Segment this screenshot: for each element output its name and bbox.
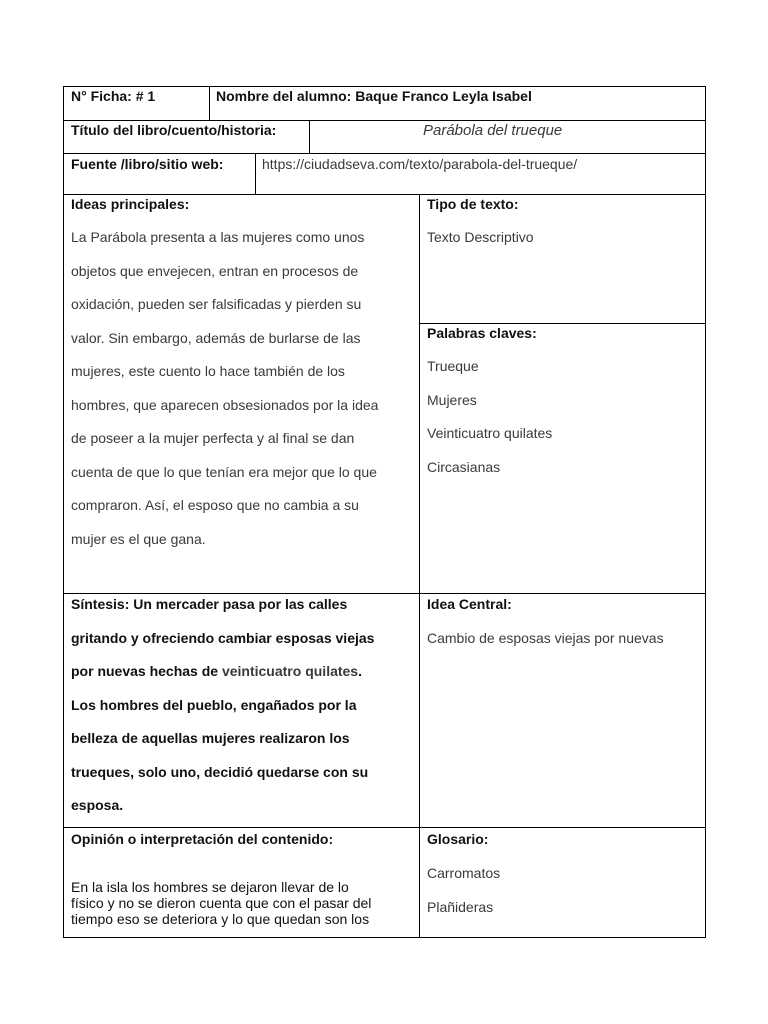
row-divider <box>63 593 706 594</box>
glossary-label: Glosario: <box>427 831 489 847</box>
col-divider <box>255 153 256 195</box>
table-border-left <box>63 86 64 938</box>
ideas-line: mujeres, este cuento lo hace también de los <box>71 363 345 379</box>
ideas-line: compraron. Así, el esposo que no cambia a su <box>71 497 359 513</box>
opinion-line: En la isla los hombres se dejaron llevar de lo <box>71 879 349 895</box>
synthesis-line: Síntesis: Un mercader pasa por las calles <box>71 596 348 612</box>
opinion-line: tiempo eso se deteriora y lo que quedan son los <box>71 911 370 927</box>
row-divider <box>63 194 706 195</box>
opinion-line: físico y no se dieron cuenta que con el pasar del <box>71 895 372 911</box>
source-url: https://ciudadseva.com/texto/parabola-del-trueque/ <box>262 156 578 172</box>
keywords-label: Palabras claves: <box>427 325 537 341</box>
synthesis-paragraph <box>71 596 374 831</box>
keyword-item: Mujeres <box>427 391 477 408</box>
ideas-paragraph <box>71 229 378 564</box>
ideas-line: objetos que envejecen, entran en procesos de <box>71 262 359 279</box>
synthesis-text: . <box>358 663 362 679</box>
title-label: Título del libro/cuento/historia: <box>71 122 277 138</box>
col-divider <box>419 194 420 938</box>
table-border-right <box>705 86 706 938</box>
ideas-label: Ideas principales: <box>71 196 190 212</box>
opinion-paragraph <box>71 879 371 927</box>
synthesis-line <box>71 663 374 697</box>
ideas-line: La Parábola presenta a las mujeres como unos <box>71 229 365 245</box>
text-type-value: Texto Descriptivo <box>427 229 534 245</box>
synthesis-line: Los hombres del pueblo, engañados por la <box>71 696 357 713</box>
table-border-bottom <box>63 937 706 938</box>
table-border-top <box>63 86 706 87</box>
synthesis-line: esposa. <box>71 797 124 813</box>
cell-divider <box>419 323 706 324</box>
synthesis-text: por nuevas hechas de <box>71 663 222 679</box>
col-divider <box>309 120 310 154</box>
text-type-label: Tipo de texto: <box>427 196 519 212</box>
synthesis-line: belleza de aquellas mujeres realizaron los <box>71 730 350 746</box>
glossary-item: Plañideras <box>427 898 494 915</box>
glossary-item: Carromatos <box>427 865 501 881</box>
ficha-number: N° Ficha: # 1 <box>71 88 156 104</box>
keyword-item: Trueque <box>427 358 479 374</box>
title-value: Parábola del trueque <box>423 122 563 139</box>
source-label: Fuente /libro/sitio web: <box>71 156 224 172</box>
ideas-line: hombres, que aparecen obsesionados por la idea <box>71 396 379 413</box>
ideas-line: cuenta de que lo que tenían era mejor que lo que <box>71 463 377 480</box>
synthesis-line: trueques, solo uno, decidió quedarse con su <box>71 763 369 780</box>
central-idea-label: Idea Central: <box>427 596 512 612</box>
synthesis-highlight: veinticuatro quilates <box>221 663 359 679</box>
opinion-label: Opinión o interpretación del contenido: <box>71 831 334 847</box>
student-name: Nombre del alumno: Baque Franco Leyla Isabel <box>216 88 532 104</box>
ideas-line: de poseer a la mujer perfecta y al final se dan <box>71 430 355 446</box>
keyword-item: Circasianas <box>427 458 501 475</box>
glossary-list <box>427 865 500 932</box>
col-divider <box>209 86 210 121</box>
ideas-line: mujer es el que gana. <box>71 530 206 547</box>
central-idea-value: Cambio de esposas viejas por nuevas <box>427 630 664 646</box>
ideas-line: oxidación, pueden ser falsificadas y pierden su <box>71 296 362 312</box>
synthesis-line: gritando y ofreciendo cambiar esposas viejas <box>71 629 375 646</box>
row-divider <box>63 153 706 154</box>
keywords-list <box>427 358 552 492</box>
keyword-item: Veinticuatro quilates <box>427 425 553 441</box>
ideas-line: valor. Sin embargo, además de burlarse de las <box>71 329 361 346</box>
row-divider <box>63 120 706 121</box>
